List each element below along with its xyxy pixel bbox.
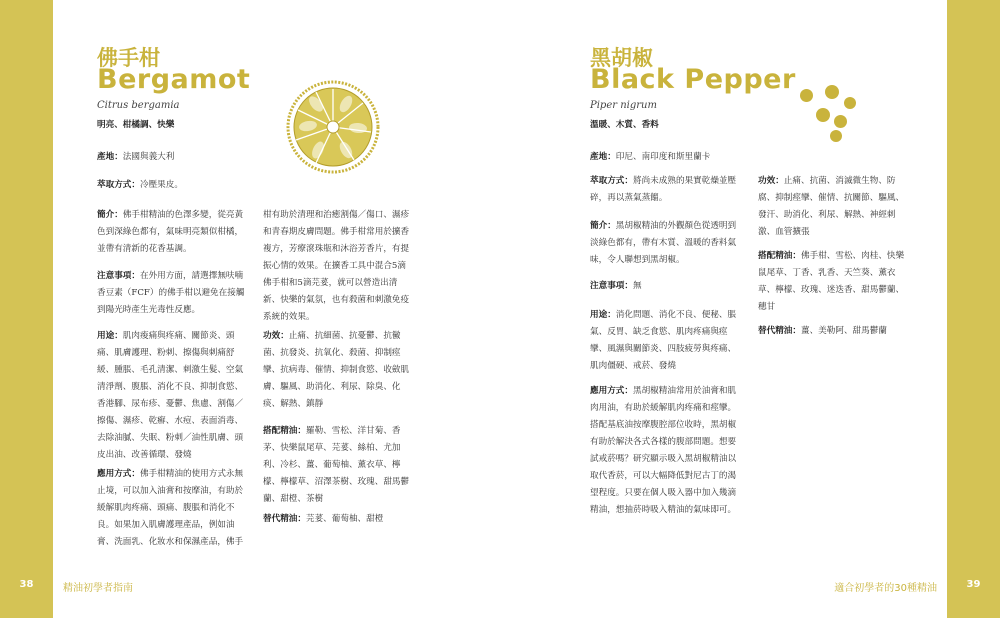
right-traits: 溫暖、木質、香料: [590, 120, 659, 130]
right-pairings: 搭配精油：佛手柑、雪松、肉桂、快樂鼠尾草、丁香、乳香、天竺葵、薰衣草、檸檬、玫瑰、迷迭香、甜馬鬱蘭、穗甘: [758, 251, 905, 312]
right-intro: 簡介：黑胡椒精油的外觀顏色從透明到淡綠色都有，帶有木質、溫暖的香料氣味，令人聯想到黑胡椒。: [590, 221, 737, 265]
right-substitutes: 替代精油：薑、美勒阿、甜馬鬱蘭: [758, 326, 887, 336]
left-caution: 注意事項：在外用方面，請選擇無呋喃香豆素（FCF）的佛手柑以避免在接觸到陽光時產生光毒性反應。: [97, 271, 245, 315]
left-title-en: Bergamot: [97, 64, 251, 95]
left-col2-continued: 柑有助於清理和治癒割傷／傷口、濕疹和青春期皮膚問題。佛手柑常用於擴香複方，芳療滾珠瓶和沐浴芳香片，有提振心情的效果。在擴香工具中混合5滴佛手柑和5滴芫荽，就可以營造出清新、快樂的氣氛，也有殺菌和刺激免疫系統的效果。: [263, 210, 410, 322]
left-traits: 明亮、柑橘調、快樂: [97, 120, 175, 130]
left-extract: 萃取方式：冷壓果皮。: [97, 180, 183, 190]
right-margin-bar: [947, 0, 1000, 618]
right-application: 應用方式：黑胡椒精油常用於油膏和肌肉用油，有助於緩解肌肉疼痛和痙攣。搭配基底油按摩腹腔部位收時，黑胡椒有助於解決各式各樣的腹部問題。想要試戒菸嗎？研究顯示吸入黑胡椒精油以取代香菸，可以大幅降低對尼古丁的渴望程度。只要在個人吸入器中加入幾滴精油，想抽菸時吸入精油的氣味即可。: [590, 386, 737, 515]
left-pairings: 搭配精油：羅勒、雪松、洋甘菊、香茅、快樂鼠尾草、芫荽、絲柏、尤加利、冷杉、薑、葡萄柚、薰衣草、檸檬、檸檬草、沼澤茶樹、玫瑰、甜馬鬱蘭、甜橙、茶樹: [263, 426, 410, 504]
peppercorns-icon: [800, 85, 880, 145]
bergamot-slice-icon: [286, 80, 380, 174]
right-title-cn: 黑胡椒: [590, 46, 653, 70]
left-title-cn: 佛手柑: [97, 46, 160, 70]
left-margin-bar: [0, 0, 53, 618]
left-footer-title: 精油初學者指南: [63, 583, 133, 594]
left-application: 應用方式：佛手柑精油的使用方式永無止境，可以加入油膏和按摩油，有助於緩解肌肉疼痛、頭痛、腹脹和消化不良。如果加入肌膚護理產品，例如油膏、洗面乳、化妝水和保濕產品，佛手: [97, 469, 244, 547]
right-origin: 產地：印尼、南印度和斯里蘭卡: [590, 152, 711, 162]
right-effects: 功效：止痛、抗菌、消滅微生物、防腐、抑制痙攣、催情、抗關節、驅風、發汗、助消化、利尿、解熱、神經刺激、血管擴張: [758, 176, 905, 237]
right-page-number: 39: [966, 579, 981, 590]
left-uses: 用途：肌肉痠痛與疼痛、關節炎、頭痛、肌膚護理、粉刺、擦傷與刺痛舒緩、腫脹、毛孔清潔、刺激生髮、空氣清淨劑、腹脹、消化不良、抑制食慾、香港腳、尿布疹、憂鬱、焦慮、割傷／擦傷、濕疹、乾癬、水痘、表面消毒、去除油膩、失眠、粉刺／油性肌膚、頭皮出油、改善循環、發燒: [97, 331, 244, 460]
right-footer-title: 適合初學者的30種精油: [834, 583, 937, 594]
right-uses: 用途：消化問題、消化不良、便秘、脹氣、反胃、缺乏食慾、肌肉疼痛與痙攣、風濕與關節炎、四肢疲勞與疼痛、肌肉僵硬、戒菸、發燒: [590, 310, 737, 371]
left-origin: 產地：法國與義大利: [97, 152, 175, 162]
left-page-number: 38: [19, 579, 34, 590]
right-extract: 萃取方式：將尚未成熟的果實乾燥並壓碎，再以蒸氣蒸餾。: [590, 176, 737, 203]
right-caution: 注意事項：無: [590, 281, 642, 291]
left-latin-name: Citrus bergamia: [97, 100, 180, 111]
right-title-en: Black Pepper: [590, 64, 796, 95]
left-effects: 功效：止痛、抗細菌、抗憂鬱、抗黴菌、抗發炎、抗氧化、殺菌、抑制痙攣、抗病毒、催情、抑制食慾、收斂肌膚、驅風、助消化、利尿、除臭、化痰、解熱、鎮靜: [263, 331, 410, 409]
left-substitutes: 替代精油：芫荽、葡萄柚、甜橙: [263, 514, 384, 524]
right-latin-name: Piper nigrum: [590, 100, 657, 111]
left-intro: 簡介：佛手柑精油的色澤多變，從亮黃色到深綠色都有，氣味明亮類似柑橘，並帶有清新的花香基調。: [97, 210, 244, 254]
